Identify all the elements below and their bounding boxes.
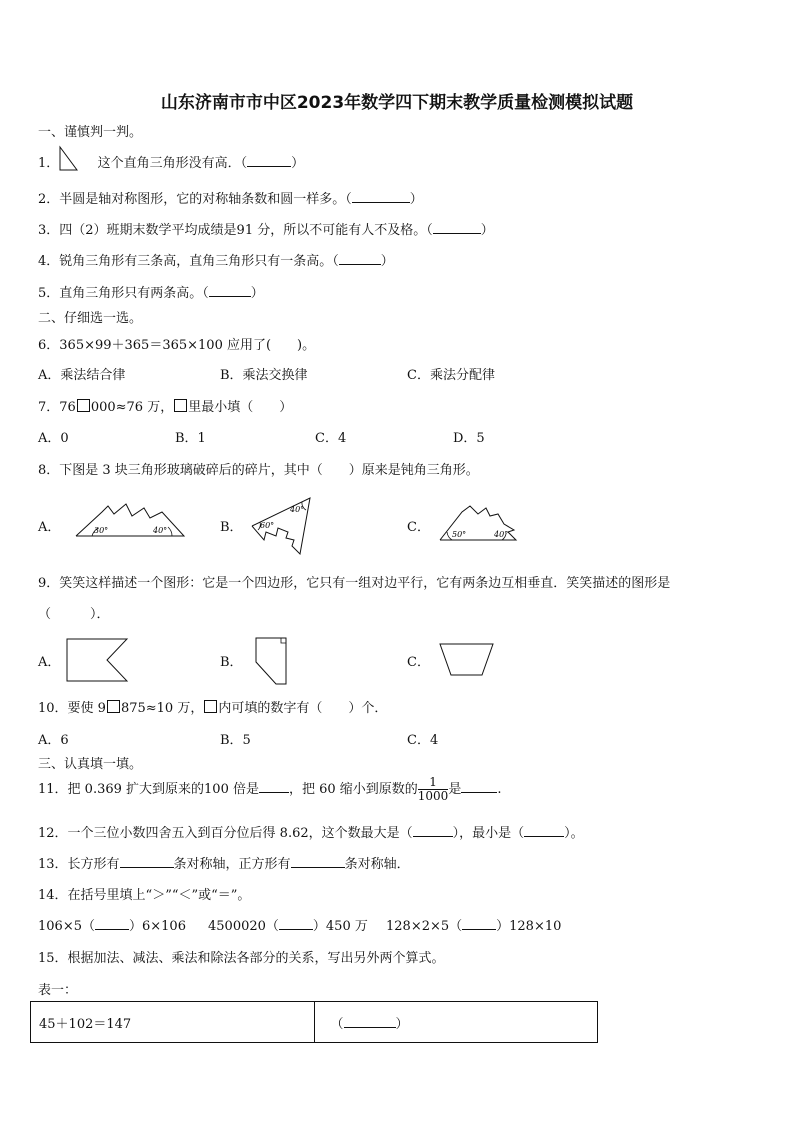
section-heading-2: 二、仔细选一选。 [38, 311, 143, 326]
option-c[interactable]: C． [407, 655, 430, 670]
digit-box [204, 700, 217, 713]
answer-blank[interactable] [413, 823, 453, 837]
option-a[interactable]: A．0 [38, 431, 69, 446]
option-c[interactable]: C．4 [315, 431, 347, 446]
question-7: 7．76 000≈76 万， 里最小填（ ） [38, 400, 293, 415]
fraction: $\frac{1}{1000}$ [417, 775, 449, 803]
option-a[interactable]: A．6 [38, 733, 69, 748]
answer-blank[interactable] [433, 220, 481, 234]
digit-box[interactable] [77, 399, 90, 412]
answer-blank[interactable] [339, 251, 381, 265]
question-9: 9．笑笑这样描述一个图形：它是一个四边形，它只有一组对边平行，它有两条边互相垂直．笑笑描述的图形是 [38, 576, 671, 591]
shape-a-figure [66, 638, 130, 684]
answer-blank[interactable] [259, 779, 289, 793]
option-b[interactable]: B．5 [220, 733, 251, 748]
answer-blank[interactable] [344, 1014, 396, 1028]
angle-label: 40° [494, 530, 509, 539]
glass-fragment-b-figure [248, 496, 316, 558]
answer-blank[interactable] [291, 854, 345, 868]
angle-label: 40° [153, 526, 168, 535]
question-8: 8．下图是 3 块三角形玻璃破碎后的碎片，其中（ ）原来是钝角三角形。 [38, 463, 479, 478]
answer-blank[interactable] [462, 916, 496, 930]
digit-box [174, 399, 187, 412]
answer-blank[interactable] [524, 823, 564, 837]
angle-label: 60° [260, 521, 275, 530]
angle-label: 30° [94, 526, 109, 535]
shape-b-figure [254, 636, 290, 686]
question-1-number: 1． [38, 156, 60, 171]
question-11: 11．把 0.369 扩大到原来的100 倍是 ，把 60 缩小到原数的 $\frac{1}{1000}$ 是 . [38, 775, 502, 803]
question-1-text: 这个直角三角形没有高．（ [97, 156, 248, 171]
glass-fragment-c-figure [438, 504, 520, 544]
question-10: 10．要使 9 875≈10 万， 内可填的数字有（ ）个． [38, 701, 388, 716]
table-label: 表一： [38, 983, 78, 998]
question-4: 4．锐角三角形有三条高，直角三角形只有一条高。（ ） [38, 250, 394, 269]
question-1: 1． 这个直角三角形没有高．（ ） [38, 152, 304, 171]
option-b[interactable]: B． [220, 655, 243, 670]
glass-fragment-a-figure [74, 498, 186, 540]
table-row [31, 1002, 598, 1043]
question-5: 5．直角三角形只有两条高。（ ） [38, 282, 264, 301]
option-a[interactable]: A． [38, 520, 61, 535]
answer-blank[interactable] [95, 916, 129, 930]
option-a[interactable]: A． [38, 655, 61, 670]
comparison-item: 106×5（ ）6×106 [38, 915, 186, 934]
option-b[interactable]: B．乘法交换律 [220, 368, 308, 383]
digit-box[interactable] [107, 700, 120, 713]
angle-label: 40° [290, 505, 305, 514]
table-cell-answer: （ ） [314, 1002, 598, 1043]
section-heading-1: 一、谨慎判一判。 [38, 125, 143, 140]
question-9-line-2: （ ）． [38, 607, 110, 622]
option-b[interactable]: B． [220, 520, 243, 535]
option-c[interactable]: C．4 [407, 733, 439, 748]
option-a[interactable]: A．乘法结合律 [38, 368, 126, 383]
angle-label: 50° [452, 530, 467, 539]
question-13: 13．长方形有 条对称轴，正方形有 条对称轴． [38, 853, 410, 872]
answer-blank[interactable] [279, 916, 313, 930]
option-c[interactable]: C．乘法分配律 [407, 368, 495, 383]
comparison-item: 4500020（ ）450 万 [208, 915, 368, 934]
question-12: 12．一个三位小数四舍五入到百分位后得 8.62，这个数最大是（ ），最小是（ ）。 [38, 822, 584, 841]
option-b[interactable]: B．1 [175, 431, 206, 446]
table-cell-equation: 45＋102＝147 [31, 1002, 315, 1043]
question-15: 15．根据加法、减法、乘法和除法各部分的关系，写出另外两个算式。 [38, 951, 445, 966]
answer-blank[interactable] [120, 854, 174, 868]
page-title: 山东济南市市中区2023年数学四下期末教学质量检测模拟试题 [160, 93, 634, 113]
shape-c-figure [438, 642, 496, 678]
question-3: 3．四（2）班期末数学平均成绩是91 分，所以不可能有人不及格。（ ） [38, 219, 494, 238]
question-2: 2．半圆是轴对称图形，它的对称轴条数和圆一样多。（ ） [38, 188, 423, 207]
answer-blank[interactable] [352, 189, 410, 203]
answer-blank[interactable] [461, 779, 497, 793]
question-14: 14．在括号里填上“＞”“＜”或“＝”。 [38, 888, 251, 903]
right-triangle-figure [58, 146, 80, 172]
answer-blank[interactable] [247, 153, 291, 167]
answer-blank[interactable] [209, 283, 251, 297]
section-heading-3: 三、认真填一填。 [38, 757, 143, 772]
equation-table [30, 1001, 598, 1043]
option-c[interactable]: C． [407, 520, 430, 535]
question-6: 6．365×99＋365＝365×100 应用了( )。 [38, 338, 316, 353]
comparison-item: 128×2×5（ ）128×10 [386, 915, 561, 934]
option-d[interactable]: D．5 [453, 431, 485, 446]
